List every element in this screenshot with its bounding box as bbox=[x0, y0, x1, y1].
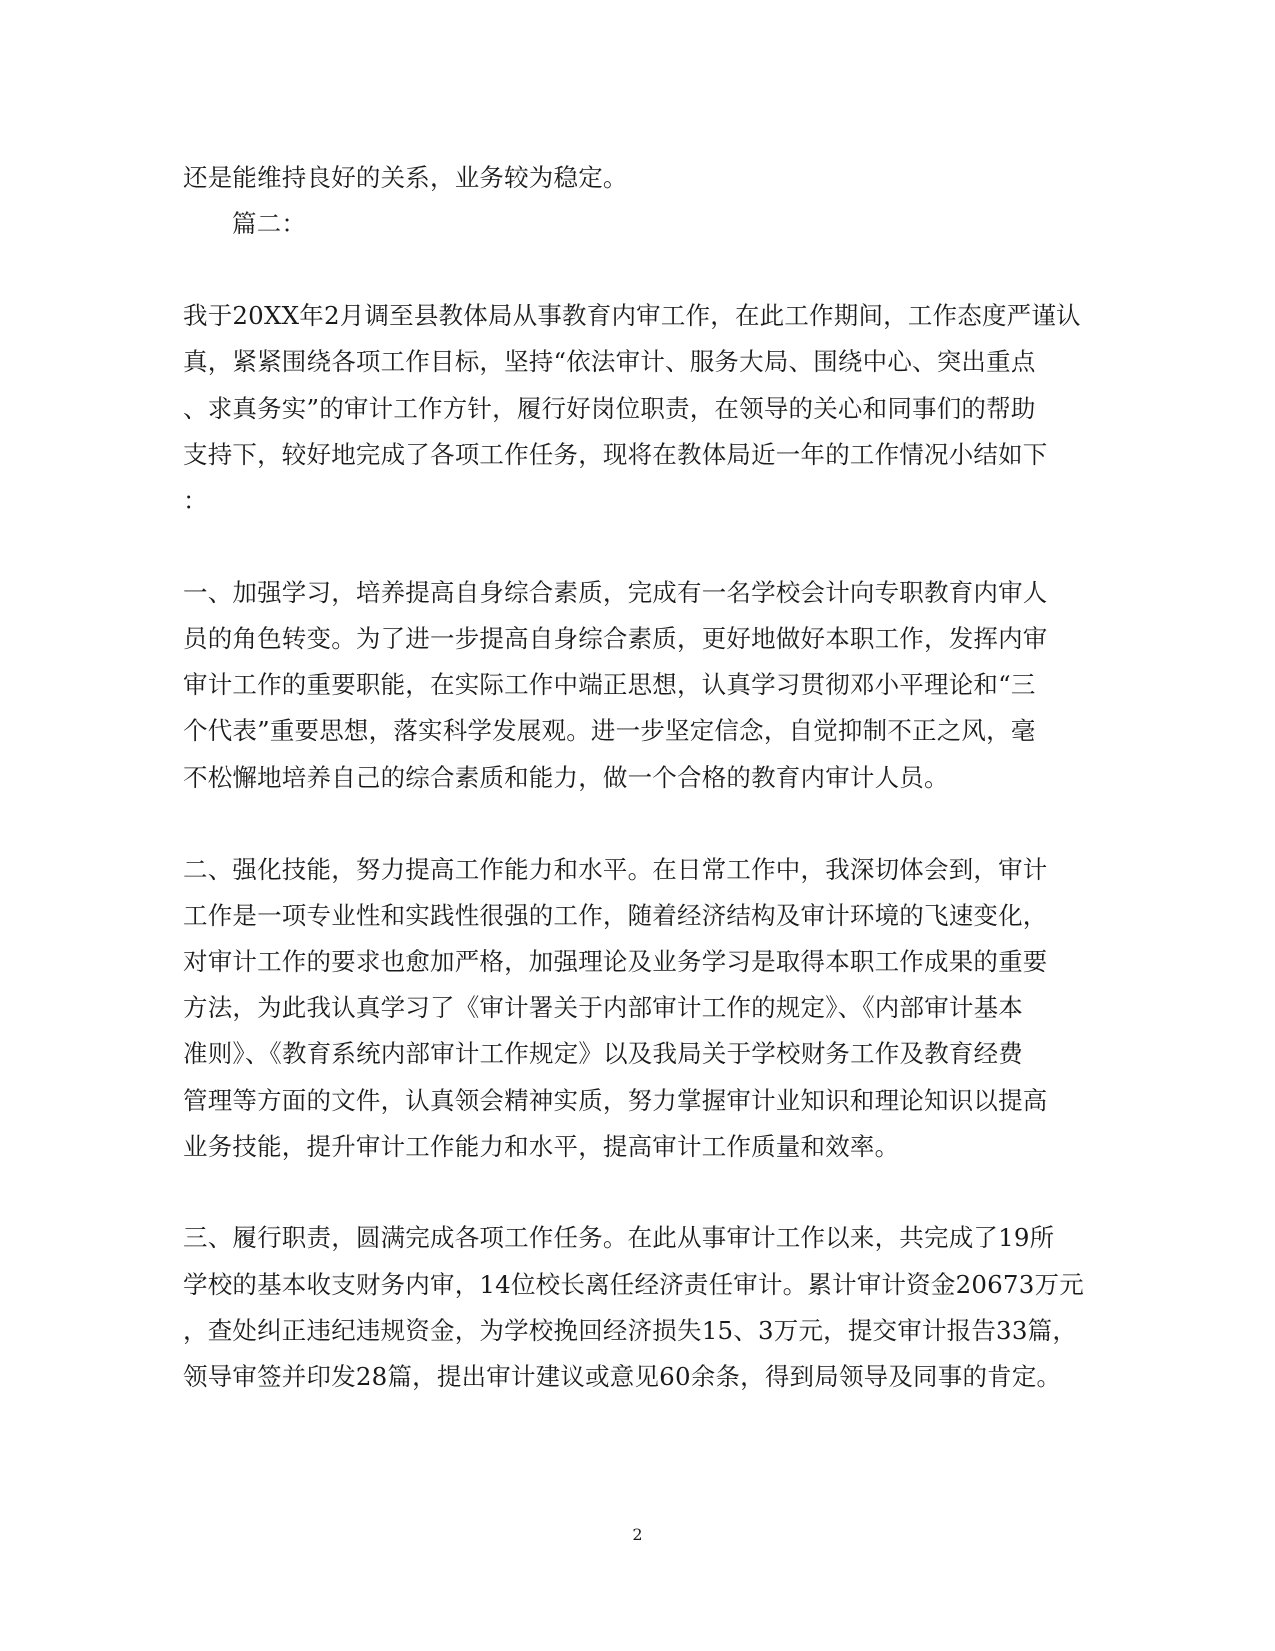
paragraph-line: 一、加强学习，培养提高自身综合素质，完成有一名学校会计向专职教育内审人 bbox=[183, 578, 1048, 607]
intro-line: 还是能维持良好的关系，业务较为稳定。 bbox=[183, 163, 628, 192]
paragraph-line: 不松懈地培养自己的综合素质和能力，做一个合格的教育内审计人员。 bbox=[183, 763, 949, 792]
paragraph-line: 领导审签并印发28篇，提出审计建议或意见60余条，得到局领导及同事的肯定。 bbox=[183, 1362, 1062, 1391]
paragraph-line: 管理等方面的文件，认真领会精神实质，努力掌握审计业知识和理论知识以提高 bbox=[183, 1086, 1048, 1115]
paragraph-line: 支持下，较好地完成了各项工作任务，现将在教体局近一年的工作情况小结如下 bbox=[183, 440, 1048, 469]
paragraph-line: 业务技能，提升审计工作能力和水平，提高审计工作质量和效率。 bbox=[183, 1132, 900, 1161]
section-heading: 篇二： bbox=[232, 209, 307, 238]
paragraph-line: 我于20XX年2月调至县教体局从事教育内审工作，在此工作期间，工作态度严谨认 bbox=[183, 301, 1081, 330]
paragraph-line: ： bbox=[183, 486, 208, 515]
paragraph-line: 准则》、《教育系统内部审计工作规定》以及我局关于学校财务工作及教育经费 bbox=[183, 1039, 1023, 1068]
paragraph-line: 学校的基本收支财务内审，14位校长离任经济责任审计。累计审计资金20673万元 bbox=[183, 1270, 1084, 1299]
paragraph-line: 、求真务实”的审计工作方针，履行好岗位职责，在领导的关心和同事们的帮助 bbox=[183, 394, 1036, 423]
paragraph-line: 工作是一项专业性和实践性很强的工作，随着经济结构及审计环境的飞速变化， bbox=[183, 901, 1048, 930]
paragraph-line: 方法，为此我认真学习了《审计署关于内部审计工作的规定》、《内部审计基本 bbox=[183, 993, 1023, 1022]
paragraph-line: 对审计工作的要求也愈加严格，加强理论及业务学习是取得本职工作成果的重要 bbox=[183, 947, 1048, 976]
paragraph-line: 二、强化技能，努力提高工作能力和水平。在日常工作中，我深切体会到，审计 bbox=[183, 855, 1048, 884]
paragraph-line: 审计工作的重要职能，在实际工作中端正思想，认真学习贯彻邓小平理论和“三 bbox=[183, 670, 1036, 699]
paragraph-line: 个代表”重要思想，落实科学发展观。进一步坚定信念，自觉抑制不正之风，毫 bbox=[183, 716, 1036, 745]
paragraph-line: ，查处纠正违纪违规资金，为学校挽回经济损失15、3万元，提交审计报告33篇， bbox=[183, 1316, 1078, 1345]
page-number: 2 bbox=[632, 1525, 643, 1544]
paragraph-line: 三、履行职责，圆满完成各项工作任务。在此从事审计工作以来，共完成了19所 bbox=[183, 1223, 1055, 1252]
paragraph-line: 员的角色转变。为了进一步提高自身综合素质，更好地做好本职工作，发挥内审 bbox=[183, 624, 1048, 653]
paragraph-line: 真，紧紧围绕各项工作目标，坚持“依法审计、服务大局、围绕中心、突出重点 bbox=[183, 347, 1036, 376]
